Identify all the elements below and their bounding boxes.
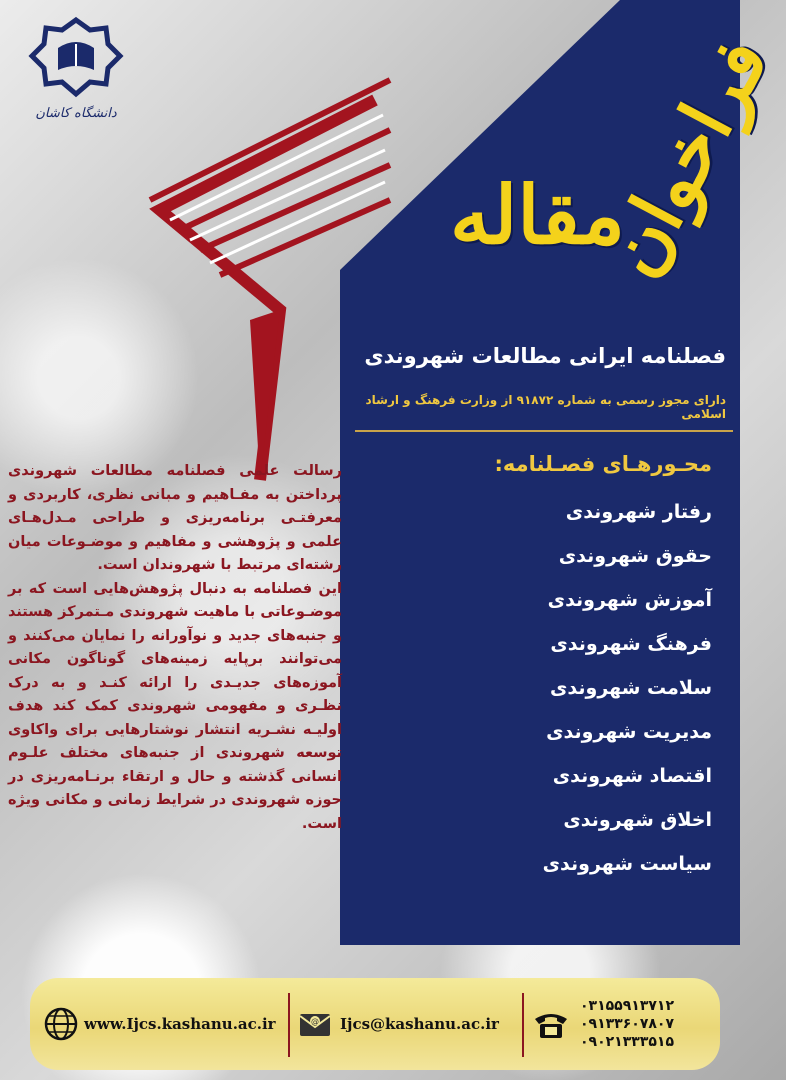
university-logo [28,14,124,138]
email-item[interactable] [298,978,499,1070]
divider [355,430,733,432]
website-item[interactable] [44,978,276,1070]
topic-item: سیاست شهروندی [542,853,712,875]
call-for-papers-title [390,18,786,338]
email-icon [298,1007,332,1041]
logo-emblem-icon [28,14,124,100]
telephone-icon [532,1007,570,1041]
logo-caption: دانشگاه کاشان [35,106,117,121]
topics-list [382,490,712,886]
contact-footer [30,978,720,1070]
about-paragraph-1: رسالت علمی فصلنامه مطالعات شهروندی پرداختن به مفـاهیم و مبانی نظری، کاربردی و معرفتـی برنامه‌ریزی و طراحی مـدل‌هـای علمی و پژوهشی و مفاهیم و موضـوعات میان رشته‌ای مرتبط با شهروندان است. [8,463,342,573]
website-link[interactable]: www.Ijcs.kashanu.ac.ir [84,1015,276,1033]
about-text [8,460,342,836]
footer-separator [288,993,290,1057]
phone-number[interactable]: ۰۳۱۵۵۹۱۳۷۱۲ [580,998,674,1014]
phone-number[interactable]: ۰۹۰۲۱۳۳۳۵۱۵ [580,1034,674,1050]
topic-item: مدیریت شهروندی [546,721,712,743]
topic-item: آموزش شهروندی [547,589,712,611]
title-line2: مقاله [450,168,625,262]
topic-item: اخلاق شهروندی [563,809,712,831]
about-paragraph-2: این فصلنامه به دنبال پژوهش‌هایی است که بر موضـوعاتی با ماهیت شهروندی مـتمرکز هستند و جنبه‌های جدید و نوآورانه را نمایان می‌کنند و می‌توانند برپایه زمینه‌های گوناگون مکانی آموزه‌های جدیـدی را ارائه کنـد و به درک نظـری و مفهومی شهروندی کمک کند هدف اولیـه نشـریه انتشار نوشتارهایی برای واکاوی توسعه شهروندی از جنبه‌های مختلف علـوم انسانی گذشته و حال و ارتقاء برنـامه‌ریزی در حوزه شهروندی در شرایط زمانی و مکانی ویژه است. [8,580,342,832]
topic-item: حقوق شهروندی [558,545,712,567]
topic-item: رفتار شهروندی [565,501,712,523]
email-link[interactable]: Ijcs@kashanu.ac.ir [340,1015,499,1033]
footer-separator [522,993,524,1057]
svg-text:@: @ [311,1017,319,1026]
topic-item: سلامت شهروندی [550,677,712,699]
topics-title: محـورهـای فصـلنامه: [494,452,712,476]
phone-number[interactable]: ۰۹۱۳۳۶۰۷۸۰۷ [580,1016,674,1032]
license-text: دارای مجوز رسمی به شماره ۹۱۸۷۲ از وزارت فرهنگ و ارشاد اسلامی [365,393,726,421]
journal-name: فصلنامه ایرانی مطالعات شهروندی [364,344,726,368]
phone-item[interactable] [532,978,674,1070]
title-line1: فراخوان [589,24,786,291]
globe-icon [44,1007,78,1041]
topic-item: فرهنگ شهروندی [550,633,712,655]
phone-numbers [580,997,674,1051]
topic-item: اقتصاد شهروندی [552,765,712,787]
